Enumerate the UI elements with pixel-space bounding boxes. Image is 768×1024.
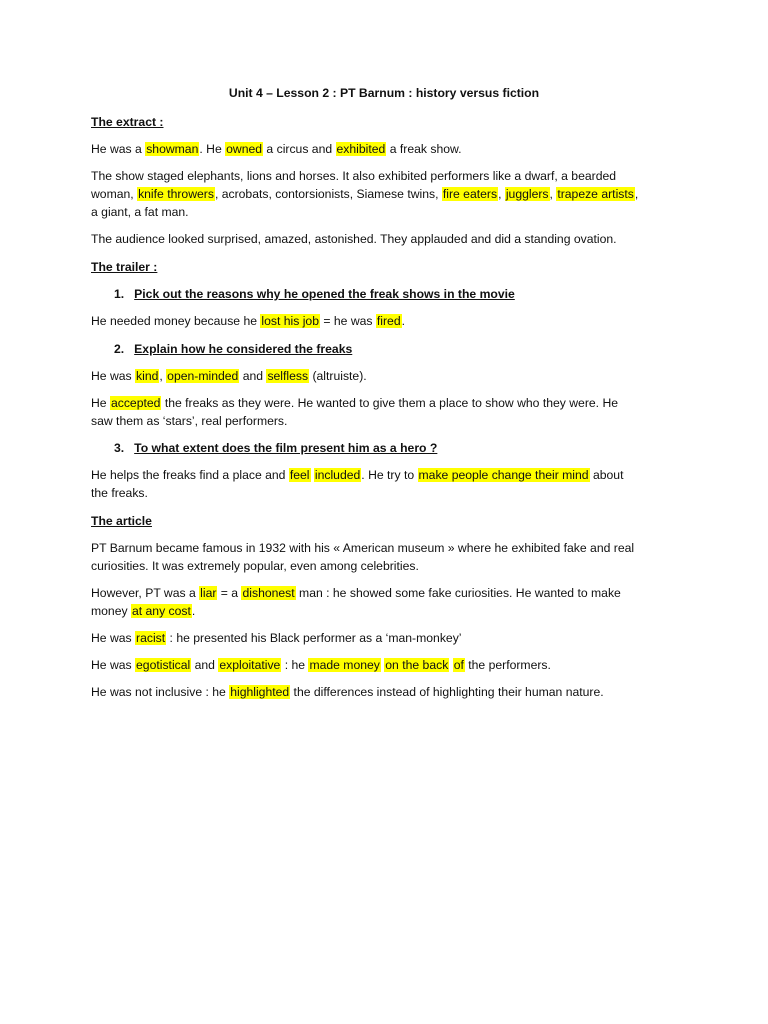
question-1: 1. Pick out the reasons why he opened the freak shows in the movie — [114, 287, 515, 301]
extract-paragraph-2-line-2: woman, knife throwers, acrobats, contorsionists, Siamese twins, fire eaters, jugglers, trapeze artists, — [91, 187, 639, 201]
question-3: 3. To what extent does the film present him as a hero ? — [114, 441, 438, 455]
highlight: open-minded — [167, 369, 239, 383]
extract-paragraph-3: The audience looked surprised, amazed, astonished. They applauded and did a standing ovation. — [91, 232, 617, 246]
page-title: Unit 4 – Lesson 2 : PT Barnum : history versus fiction — [228, 86, 540, 100]
highlight: made money — [309, 658, 380, 672]
highlight: kind — [136, 369, 159, 383]
highlight: exhibited — [336, 142, 386, 156]
highlight: at any cost — [131, 604, 191, 618]
article-paragraph-5: He was not inclusive : he highlighted the differences instead of highlighting their human nature. — [91, 685, 604, 699]
highlight: liar — [200, 586, 217, 600]
extract-paragraph-2-line-1: The show staged elephants, lions and horses. It also exhibited performers like a dwarf, a bearded — [91, 169, 617, 183]
highlight: lost his job — [261, 314, 319, 328]
highlight: included — [314, 468, 361, 482]
article-paragraph-2-line-1: However, PT was a liar = a dishonest man : he showed some fake curiosities. He wanted to make — [91, 586, 621, 600]
extract-paragraph-1: He was a showman. He owned a circus and exhibited a freak show. — [91, 142, 462, 156]
highlight: of — [453, 658, 464, 672]
answer-1: He needed money because he lost his job = he was fired. — [91, 314, 406, 328]
highlight: fire eaters — [442, 187, 498, 201]
article-paragraph-2-line-2: money at any cost. — [91, 604, 196, 618]
highlight: knife throwers — [138, 187, 214, 201]
article-paragraph-3: He was racist : he presented his Black performer as a ‘man-monkey’ — [91, 631, 462, 645]
highlight: on the back — [385, 658, 449, 672]
article-paragraph-1-line-1: PT Barnum became famous in 1932 with his « American museum » where he exhibited fake and real — [91, 541, 635, 555]
section-heading-article: The article — [91, 514, 152, 528]
answer-2b-line-1: He accepted the freaks as they were. He wanted to give them a place to show who they were. He — [91, 396, 619, 410]
question-2: 2. Explain how he considered the freaks — [114, 342, 353, 356]
answer-2a: He was kind, open-minded and selfless (altruiste). — [91, 369, 367, 383]
section-heading-trailer: The trailer : — [91, 260, 158, 274]
highlight: egotistical — [136, 658, 191, 672]
highlight: fired — [376, 314, 401, 328]
highlight: exploitative — [219, 658, 281, 672]
highlight: make people change their mind — [418, 468, 589, 482]
answer-3-line-2: the freaks. — [91, 486, 148, 500]
highlight: selfless — [267, 369, 309, 383]
highlight: accepted — [110, 396, 161, 410]
article-paragraph-1-line-2: curiosities. It was extremely popular, even among celebrities. — [91, 559, 419, 573]
article-paragraph-4: He was egotistical and exploitative : he made money on the back of the performers. — [91, 658, 551, 672]
section-heading-extract: The extract : — [91, 115, 164, 129]
extract-paragraph-2-line-3: a giant, a fat man. — [91, 205, 189, 219]
highlight: owned — [226, 142, 263, 156]
highlight: showman — [146, 142, 199, 156]
highlight: feel — [289, 468, 310, 482]
highlight: racist — [136, 631, 166, 645]
answer-3-line-1: He helps the freaks find a place and feel included. He try to make people change their mind about — [91, 468, 624, 482]
answer-2b-line-2: saw them as ‘stars’, real performers. — [91, 414, 288, 428]
highlight: jugglers — [505, 187, 549, 201]
highlight: dishonest — [242, 586, 295, 600]
highlight: trapeze artists — [557, 187, 634, 201]
highlight: highlighted — [230, 685, 290, 699]
